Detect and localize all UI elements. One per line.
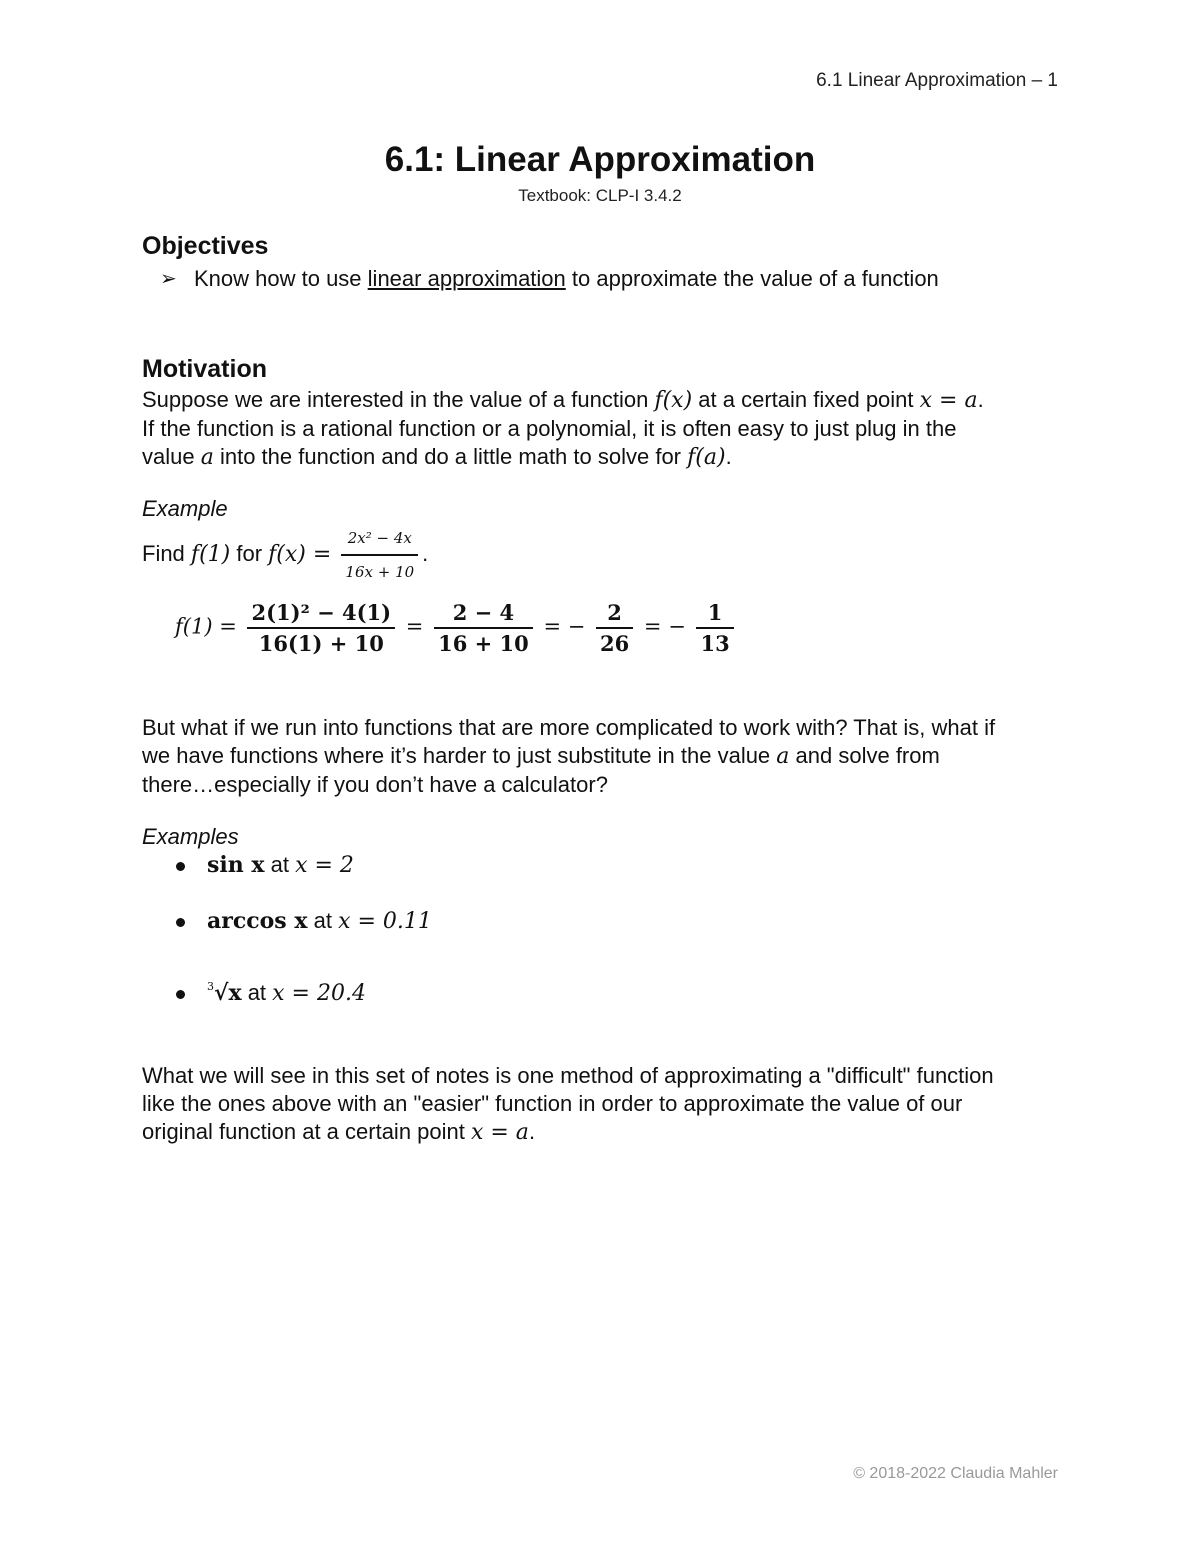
text: .	[725, 444, 732, 469]
text: .	[422, 540, 429, 566]
bullet-icon	[176, 862, 185, 871]
math-function: √x	[214, 980, 242, 1006]
equals-sign: =	[405, 614, 424, 639]
motivation-heading: Motivation	[142, 355, 267, 383]
math-function: sin x	[207, 852, 265, 878]
text: at	[307, 908, 339, 933]
math-a: a	[200, 445, 214, 470]
math-x-eq-a: x = a	[470, 1120, 529, 1145]
motivation-line-3	[142, 443, 1072, 472]
math-f1: f(1)	[190, 541, 231, 567]
examples-label: Examples	[142, 824, 239, 849]
fraction-numerator: 2(1)² − 4(1)	[247, 600, 395, 629]
objective-text-pre: Know how to use	[194, 266, 368, 291]
fraction-step-2	[434, 600, 533, 656]
math-fx-def: f(x) =	[268, 541, 332, 567]
equals-minus-sign: = −	[543, 614, 586, 639]
objectives-heading: Objectives	[142, 232, 269, 260]
fraction-numerator: 1	[696, 600, 733, 629]
closing-paragraph	[142, 1062, 1072, 1147]
text: at	[264, 852, 296, 877]
objective-text-post: to approximate the value of a function	[565, 266, 939, 291]
math-x-eq-a: x = a	[919, 388, 978, 413]
text: into the function and do a little math to solve for	[213, 444, 688, 469]
objective-item	[194, 265, 1124, 293]
text: there…	[142, 772, 215, 797]
math-a: a	[776, 744, 790, 769]
text: Find	[142, 540, 191, 566]
textbook-reference: Textbook: CLP-I 3.4.2	[518, 186, 682, 205]
fraction-denominator: 16 + 10	[438, 631, 529, 656]
rational-function-fraction	[341, 524, 418, 586]
fraction-step-4	[696, 600, 733, 656]
closing-line-2: like the ones above with an "easier" function in order to approximate the value of our	[142, 1091, 963, 1116]
text: at	[241, 980, 273, 1005]
text: value	[142, 444, 201, 469]
arrow-bullet-icon: ➢	[160, 268, 177, 290]
fraction-denominator: 16x + 10	[345, 563, 415, 581]
text: .	[977, 387, 984, 412]
text: Suppose we are interested in the value of a function	[142, 387, 655, 412]
fraction-numerator: 2	[596, 600, 633, 629]
complicated-line-3	[142, 771, 1072, 799]
math-point: x = 0.11	[338, 909, 432, 934]
text: and solve from	[789, 743, 940, 768]
closing-line-1: What we will see in this set of notes is one method of approximating a "difficult" function	[142, 1063, 994, 1088]
example-find-line	[142, 524, 1072, 586]
fraction-step-3	[596, 600, 633, 656]
motivation-line-2: If the function is a rational function or a polynomial, it is often easy to just plug in the	[142, 416, 957, 441]
math-fa: f(a)	[687, 445, 726, 470]
list-item	[176, 852, 354, 878]
complicated-paragraph	[142, 714, 1072, 799]
bullet-icon	[176, 990, 185, 999]
equals-minus-sign: = −	[643, 614, 686, 639]
math-function: arccos x	[207, 908, 308, 934]
math-fx: f(x)	[654, 388, 693, 413]
text: we have functions where it’s harder to just substitute in the value	[142, 743, 777, 768]
text: if you don’t have a calculator?	[310, 772, 608, 797]
root-index: 3	[207, 980, 214, 993]
motivation-paragraph	[142, 386, 1072, 472]
example-label: Example	[142, 496, 228, 521]
fraction-denominator: 26	[600, 631, 630, 656]
list-item	[176, 980, 366, 1006]
math-point: x = 2	[295, 853, 354, 878]
text: original function at a certain point	[142, 1119, 471, 1144]
example-computation	[175, 600, 738, 656]
copyright-footer: © 2018-2022 Claudia Mahler	[853, 1465, 1058, 1482]
math-point: x = 20.4	[272, 981, 366, 1006]
fraction-denominator: 13	[700, 631, 730, 656]
bullet-icon	[176, 918, 185, 927]
fraction-numerator: 2x² − 4x	[341, 524, 418, 556]
running-header: 6.1 Linear Approximation – 1	[816, 70, 1058, 91]
emphasis-especially: especially	[214, 772, 311, 797]
motivation-line-1	[142, 386, 1072, 415]
fraction-denominator: 16(1) + 10	[258, 631, 384, 656]
linear-approximation-link[interactable]: linear approximation	[367, 266, 566, 291]
fraction-numerator: 2 − 4	[434, 600, 533, 629]
list-item	[176, 908, 432, 934]
page-title: 6.1: Linear Approximation	[384, 140, 816, 179]
text: for	[230, 540, 269, 566]
closing-line-3	[142, 1118, 1072, 1147]
complicated-line-2	[142, 742, 1072, 771]
math-f1-lhs: f(1) =	[175, 614, 237, 639]
text: .	[528, 1119, 536, 1144]
text: at a certain fixed point	[692, 387, 920, 412]
fraction-step-1	[247, 600, 395, 656]
complicated-line-1: But what if we run into functions that are more complicated to work with? That is, what if	[142, 715, 996, 740]
